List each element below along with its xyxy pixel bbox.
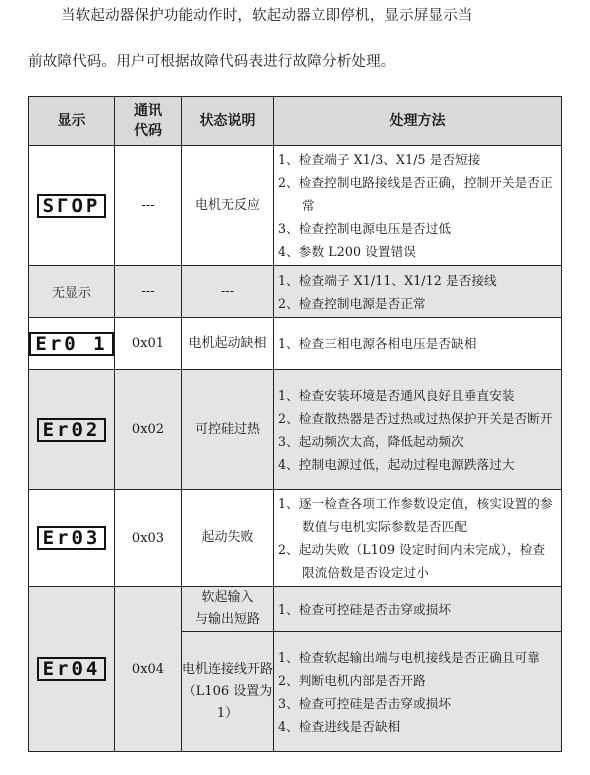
methods-cell [274,587,562,632]
method-item: 4、检查进线是否缺相 [278,718,401,734]
method-item: 1、检查三相电源各相电压是否缺相 [278,336,477,351]
method-item: 4、参数 L200 设置错误 [278,244,416,259]
state-cell: 电机无反应 [182,146,274,266]
table-header-row [29,97,562,146]
state-cell: --- [182,266,274,318]
table-row [29,587,562,632]
lcd-code-er02: Er02 [37,418,107,442]
state-cell: 可控硅过热 [182,370,274,490]
method-item: 1、检查可控硅是否击穿或损坏 [278,601,452,617]
method-item: 1、检查端子 X1/3、X1/5 是否短接 [278,152,481,167]
table-row [29,490,562,587]
method-item: 1、检查端子 X1/11、X1/12 是否接线 [278,272,497,288]
method-item: 2、起动失败（L109 设定时间内未完成），检查限流倍数是否设定过小 [278,542,546,580]
table-row [29,146,562,266]
method-item: 1、逐一检查各项工作参数设定值，核实设置的参数值与电机实际参数是否匹配 [278,496,553,534]
methods-cell [274,632,562,752]
display-cell [29,146,115,266]
display-cell [29,490,115,587]
lcd-code-er04: Er04 [37,657,107,681]
methods-cell [274,490,562,587]
display-cell [29,587,115,752]
methods-cell [274,146,562,266]
comm-code-cell: --- [115,266,182,318]
method-item: 4、控制电源过低，起动过程电源跌落过大 [278,456,515,472]
table-row [29,266,562,318]
comm-code-cell: --- [115,146,182,266]
method-item: 2、判断电机内部是否开路 [278,672,426,688]
method-item: 3、检查可控硅是否击穿或损坏 [278,695,452,711]
fault-code-table [28,96,562,752]
state-cell: 电机起动缺相 [182,318,274,370]
methods-cell [274,370,562,490]
display-cell: 无显示 [29,266,115,318]
method-item: 2、检查控制电源是否正常 [278,295,426,311]
lcd-code-stop: SГOP [37,194,107,218]
header-method: 处理方法 [274,97,562,146]
lcd-code-er01: Er0 1 [29,332,113,356]
method-item: 1、检查软起输出端与电机接线是否正确且可靠 [278,649,540,665]
methods-cell [274,318,562,370]
method-item: 1、检查安装环境是否通风良好且垂直安装 [278,387,515,403]
comm-code-cell: 0x01 [115,318,182,370]
header-display: 显示 [29,97,115,146]
table-row [29,318,562,370]
comm-code-cell: 0x03 [115,490,182,587]
methods-cell [274,266,562,318]
method-item: 3、起动频次太高，降低起动频次 [278,433,464,449]
header-comm-code: 通讯 代码 [115,97,182,146]
state-cell: 起动失败 [182,490,274,587]
method-item: 2、检查散热器是否过热或过热保护开关是否断开 [278,410,553,426]
display-cell [29,318,115,370]
comm-code-cell: 0x02 [115,370,182,490]
state-cell: 软起输入 与输出短路 [182,587,274,632]
intro-line-1: 当软起动器保护功能动作时，软起动器立即停机，显示屏显示当 [61,8,473,24]
method-item: 2、检查控制电路接线是否正确，控制开关是否正常 [278,175,553,213]
state-cell: 电机连接线开路（L106 设置为 1） [182,632,274,752]
method-item: 3、检查控制电源电压是否过低 [278,221,452,236]
comm-code-cell: 0x04 [115,587,182,752]
header-state: 状态说明 [182,97,274,146]
display-cell [29,370,115,490]
intro-line-2: 前故障代码。用户可根据故障代码表进行故障分析处理。 [28,54,396,70]
lcd-code-er03: Er03 [37,526,107,550]
table-row [29,370,562,490]
